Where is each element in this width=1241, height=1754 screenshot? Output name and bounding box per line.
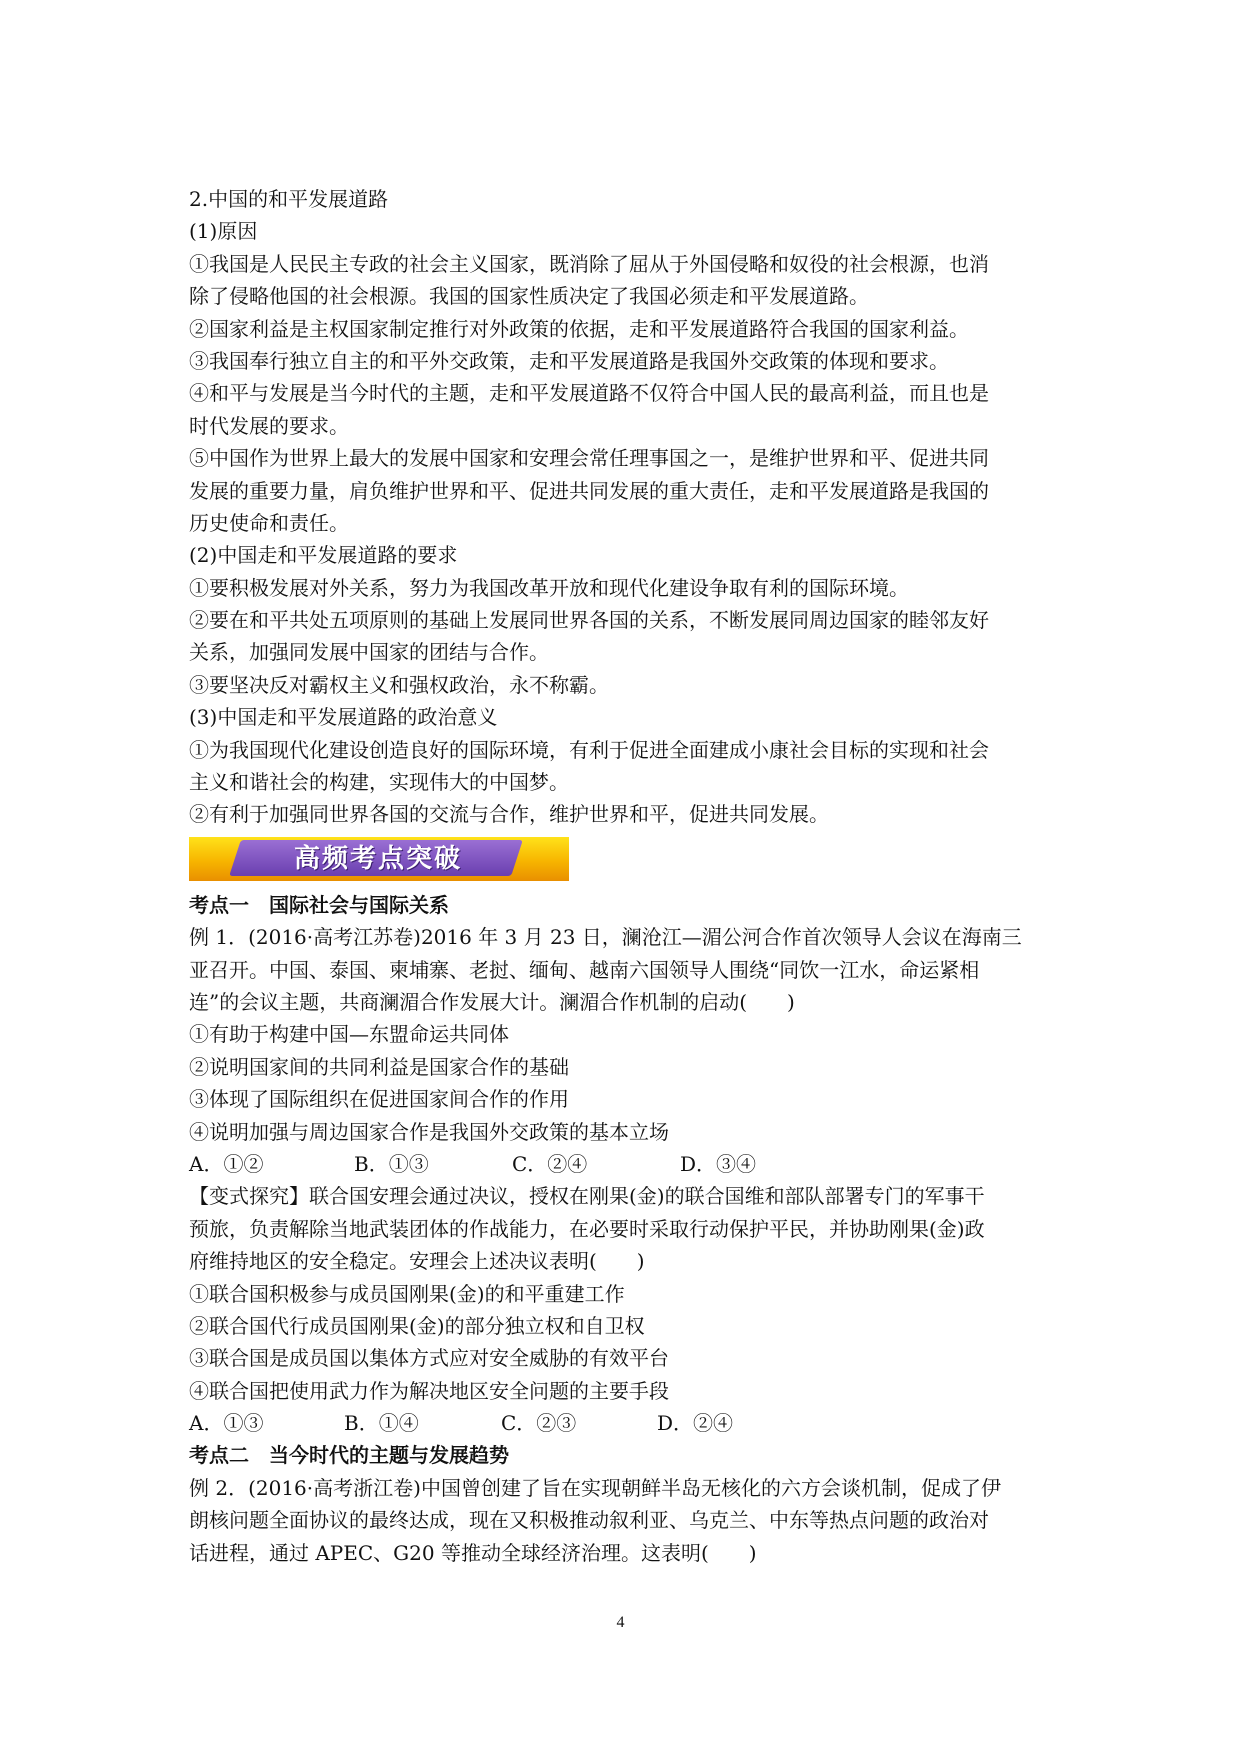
reason-line: ③我国奉行独立自主的和平外交政策，走和平发展道路是我国外交政策的体现和要求。	[189, 348, 949, 373]
point2-heading: 考点二 当今时代的主题与发展趋势	[189, 1443, 509, 1468]
significance-line: ②有利于加强同世界各国的交流与合作，维护世界和平，促进共同发展。	[189, 802, 829, 827]
variant-options	[189, 1407, 1059, 1439]
option-a: A．①③	[189, 1411, 264, 1436]
reason-line: 发展的重要力量，肩负维护世界和平、促进共同发展的重大责任，走和平发展道路是我国的	[189, 478, 989, 503]
example1-line: 连”的会议主题，共商澜湄合作发展大计。澜湄合作机制的启动( )	[189, 989, 795, 1014]
example1-items	[189, 1018, 1059, 1148]
option-c: C．②④	[512, 1151, 588, 1176]
banner-background	[189, 837, 569, 881]
example1-item: ④说明加强与周边国家合作是我国外交政策的基本立场	[189, 1119, 669, 1144]
reason-line: 历史使命和责任。	[189, 510, 349, 535]
variant-item: ①联合国积极参与成员国刚果(金)的和平重建工作	[189, 1281, 625, 1306]
section-title: 2.中国的和平发展道路	[189, 187, 389, 211]
variant-item: ②联合国代行成员国刚果(金)的部分独立权和自卫权	[189, 1313, 645, 1338]
banner-title: 高频考点突破	[293, 843, 462, 874]
variant-line: 府维持地区的安全稳定。安理会上述决议表明( )	[189, 1249, 645, 1274]
example1-item: ③体现了国际组织在促进国家间合作的作用	[189, 1087, 569, 1112]
variant-item: ③联合国是成员国以集体方式应对安全威胁的有效平台	[189, 1346, 669, 1371]
requirement-line: ②要在和平共处五项原则的基础上发展同世界各国的关系，不断发展同周边国家的睦邻友好	[189, 608, 989, 633]
page-number: 4	[616, 1614, 625, 1631]
reasons-heading: (1)原因	[189, 219, 258, 244]
significance-list	[189, 734, 1059, 831]
example2-line: 话进程，通过 APEC、G20 等推动全球经济治理。这表明( )	[189, 1540, 757, 1565]
requirement-line: ①要积极发展对外关系，努力为我国改革开放和现代化建设争取有利的国际环境。	[189, 575, 909, 600]
significance-line: 主义和谐社会的构建，实现伟大的中国梦。	[189, 770, 569, 795]
section-banner	[189, 831, 1059, 889]
reason-line: 时代发展的要求。	[189, 413, 349, 438]
variant-item: ④联合国把使用武力作为解决地区安全问题的主要手段	[189, 1378, 669, 1403]
reason-line: ⑤中国作为世界上最大的发展中国家和安理会常任理事国之一，是维护世界和平、促进共同	[189, 446, 989, 471]
reason-line: ④和平与发展是当今时代的主题，走和平发展道路不仅符合中国人民的最高利益，而且也是	[189, 381, 989, 406]
significance-line: ①为我国现代化建设创造良好的国际环境，有利于促进全面建成小康社会目标的实现和社会	[189, 737, 989, 762]
example1-line: 例 1．(2016·高考江苏卷)2016 年 3 月 23 日，澜沧江—湄公河合作首次领导人会议在海南三	[189, 925, 1022, 950]
requirements-list	[189, 572, 1059, 702]
option-b: B．①③	[354, 1151, 429, 1176]
example1-line: 亚召开。中国、泰国、柬埔寨、老挝、缅甸、越南六国领导人围绕“同饮一江水，命运紧相	[189, 957, 980, 982]
example2-line: 例 2．(2016·高考浙江卷)中国曾创建了旨在实现朝鲜半岛无核化的六方会谈机制，促成了伊	[189, 1475, 1001, 1500]
reason-line: 除了侵略他国的社会根源。我国的国家性质决定了我国必须走和平发展道路。	[189, 284, 869, 309]
reason-line: ②国家利益是主权国家制定推行对外政策的依据，走和平发展道路符合我国的国家利益。	[189, 316, 969, 341]
variant-question	[189, 1180, 1059, 1277]
option-c: C．②③	[501, 1411, 577, 1436]
reason-line: ①我国是人民民主专政的社会主义国家，既消除了屈从于外国侵略和奴役的社会根源，也消	[189, 251, 989, 276]
option-a: A．①②	[189, 1151, 264, 1176]
variant-items	[189, 1278, 1059, 1408]
example1-item: ①有助于构建中国—东盟命运共同体	[189, 1022, 509, 1047]
example1-question	[189, 921, 1059, 1018]
example1-item: ②说明国家间的共同利益是国家合作的基础	[189, 1054, 569, 1079]
document-body	[189, 183, 1059, 1569]
example2-question	[189, 1472, 1059, 1569]
option-d: D．③④	[680, 1151, 757, 1176]
point1-heading: 考点一 国际社会与国际关系	[189, 892, 449, 917]
significance-heading: (3)中国走和平发展道路的政治意义	[189, 705, 498, 730]
option-d: D．②④	[657, 1411, 734, 1436]
requirement-line: ③要坚决反对霸权主义和强权政治，永不称霸。	[189, 672, 609, 697]
variant-line: 预旅，负责解除当地武装团体的作战能力，在必要时采取行动保护平民，并协助刚果(金)政	[189, 1216, 985, 1241]
variant-line: 【变式探究】联合国安理会通过决议，授权在刚果(金)的联合国维和部队部署专门的军事干	[189, 1184, 985, 1209]
requirement-line: 关系，加强同发展中国家的团结与合作。	[189, 640, 549, 665]
example1-options	[189, 1148, 1059, 1180]
option-b: B．①④	[344, 1411, 419, 1436]
requirements-heading: (2)中国走和平发展道路的要求	[189, 543, 458, 568]
example2-line: 朗核问题全面协议的最终达成，现在又积极推动叙利亚、乌克兰、中东等热点问题的政治对	[189, 1508, 989, 1533]
reasons-list	[189, 248, 1059, 540]
